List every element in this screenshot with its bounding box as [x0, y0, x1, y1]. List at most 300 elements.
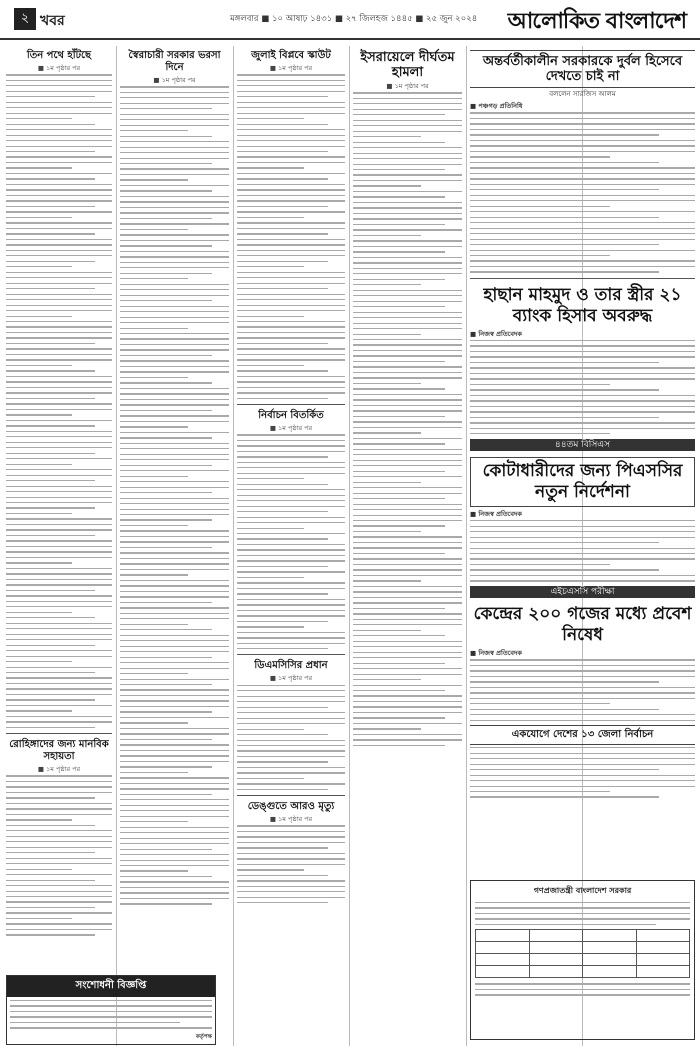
- text-line: [353, 246, 462, 247]
- text-line: [120, 432, 229, 433]
- text-line: [6, 113, 112, 114]
- text-line: [237, 156, 345, 157]
- text-line: [237, 162, 345, 163]
- text-line: [470, 145, 695, 146]
- text-line: [120, 262, 229, 263]
- text-line: [6, 923, 112, 924]
- text-line: [475, 924, 656, 925]
- text-line: [353, 388, 445, 389]
- text-line: [237, 332, 345, 333]
- text-line: [237, 272, 345, 273]
- text-line: [6, 497, 112, 498]
- text-line: [353, 399, 462, 400]
- bcs-label: ৪৪তম বিসিএস: [470, 439, 695, 451]
- july-scout-headline: জুলাই বিপ্লবে স্কাউট: [251, 50, 331, 61]
- text-line: [237, 316, 304, 317]
- text-line: [353, 262, 462, 263]
- text-line: [6, 617, 95, 618]
- text-line: [353, 674, 462, 675]
- text-line: [6, 277, 112, 278]
- text-line: [353, 202, 462, 203]
- text-line: [120, 492, 212, 493]
- text-line: [470, 714, 695, 715]
- text-line: [353, 92, 462, 93]
- text-line: [6, 124, 95, 125]
- text-line: [6, 869, 72, 870]
- column-rule: [116, 46, 117, 1046]
- text-line: [120, 514, 229, 515]
- text-line: [120, 744, 229, 745]
- text-line: [120, 509, 229, 510]
- text-line: [6, 606, 112, 607]
- text-line: [353, 410, 462, 411]
- text-line: [6, 650, 112, 651]
- text-line: [237, 124, 328, 125]
- text-line: [120, 168, 229, 169]
- text-line: [237, 167, 304, 168]
- text-line: [353, 471, 445, 472]
- text-line: [237, 91, 345, 92]
- text-line: [6, 786, 112, 787]
- text-line: [237, 506, 345, 507]
- text-line: [237, 577, 304, 578]
- divider: [237, 404, 345, 405]
- correction-notice: [6, 975, 216, 1045]
- text-line: [353, 174, 462, 175]
- text-line: [237, 745, 345, 746]
- text-line: [120, 783, 229, 784]
- text-line: [353, 553, 445, 554]
- text-line: [120, 415, 229, 416]
- text-line: [120, 799, 229, 800]
- text-line: [470, 271, 659, 272]
- text-line: [470, 698, 695, 699]
- text-line: [6, 299, 112, 300]
- text-line: [6, 403, 112, 404]
- text-line: [353, 531, 421, 532]
- text-line: [120, 618, 229, 619]
- text-line: [353, 196, 445, 197]
- text-line: [353, 476, 462, 477]
- text-line: [6, 502, 112, 503]
- text-line: [6, 233, 95, 234]
- text-line: [237, 283, 345, 284]
- text-line: [6, 540, 112, 541]
- text-line: [237, 690, 345, 691]
- autocratic-headline: স্বৈরাচারী সরকার ভরসা দিনে: [128, 50, 221, 73]
- text-line: [353, 257, 462, 258]
- column-rule: [466, 46, 467, 1046]
- text-line: [470, 140, 695, 141]
- text-line: [353, 383, 421, 384]
- text-line: [120, 679, 229, 680]
- text-line: [237, 522, 345, 523]
- text-line: [353, 454, 462, 455]
- text-line: [120, 284, 229, 285]
- text-line: [353, 558, 462, 559]
- election-headline: নির্বাচন বিতর্কিত: [258, 410, 324, 422]
- text-line: [6, 217, 72, 218]
- text-line: [6, 135, 112, 136]
- text-line: [6, 167, 72, 168]
- text-line: [470, 206, 610, 207]
- text-line: [353, 98, 462, 99]
- text-line: [470, 753, 695, 754]
- text-line: [353, 235, 421, 236]
- text-line: [120, 728, 229, 729]
- text-line: [353, 328, 462, 329]
- text-line: [353, 185, 421, 186]
- text-line: [6, 584, 112, 585]
- text-line: [237, 217, 304, 218]
- text-line: [6, 918, 72, 919]
- text-line: [470, 411, 695, 412]
- text-line: [120, 404, 229, 405]
- text-line: [120, 289, 229, 290]
- text-line: [353, 624, 462, 625]
- text-line: [237, 789, 328, 790]
- text-line: [470, 200, 695, 201]
- text-line: [237, 637, 345, 638]
- text-line: [120, 519, 212, 520]
- text-line: [237, 354, 345, 355]
- text-line: [120, 295, 229, 296]
- text-line: [237, 96, 328, 97]
- text-line: [120, 821, 188, 822]
- text-line: [120, 273, 212, 274]
- text-line: [6, 661, 72, 662]
- text-line: [120, 317, 229, 318]
- text-line: [237, 831, 345, 832]
- text-line: [237, 701, 345, 702]
- text-line: [353, 641, 462, 642]
- text-line: [353, 493, 462, 494]
- dmc-headline: ডিএমসিসির প্রধান: [254, 660, 328, 672]
- text-line: [6, 688, 112, 689]
- text-line: [120, 607, 229, 608]
- text-line: [10, 1005, 212, 1006]
- text-line: [6, 639, 112, 640]
- text-line: [120, 602, 212, 603]
- text-line: [237, 151, 328, 152]
- text-line: [120, 476, 188, 477]
- text-line: [237, 712, 345, 713]
- three-way-continued: ■ ১ম পৃষ্ঠার পর: [37, 64, 81, 72]
- text-line: [353, 416, 445, 417]
- text-line: [6, 912, 112, 913]
- dengue-continued: ■ ১ম পৃষ্ঠার পর: [269, 815, 313, 824]
- text-line: [237, 544, 345, 545]
- text-line: [120, 870, 188, 871]
- text-line: [6, 228, 112, 229]
- text-line: [470, 217, 659, 218]
- text-line: [353, 613, 462, 614]
- text-line: [237, 718, 345, 719]
- text-line: [237, 495, 345, 496]
- text-line: [120, 338, 229, 339]
- text-line: [353, 350, 462, 351]
- text-line: [6, 146, 112, 147]
- text-line: [120, 541, 229, 542]
- text-line: [120, 92, 229, 93]
- text-line: [470, 692, 695, 693]
- text-line: [237, 74, 345, 75]
- text-line: [237, 80, 345, 81]
- text-line: [120, 881, 229, 882]
- text-line: [6, 458, 112, 459]
- text-line: [120, 525, 188, 526]
- text-line: [353, 394, 462, 395]
- text-line: [6, 195, 112, 196]
- text-line: [6, 518, 112, 519]
- text-line: [237, 891, 345, 892]
- text-line: [120, 437, 212, 438]
- text-line: [237, 588, 345, 589]
- text-line: [6, 200, 112, 201]
- text-line: [120, 366, 229, 367]
- text-line: [353, 164, 462, 165]
- july-scout-continued: ■ ১ম পৃষ্ঠার পর: [269, 64, 313, 72]
- text-line: [237, 615, 345, 616]
- text-line: [237, 707, 328, 708]
- text-line: [237, 370, 328, 371]
- text-line: [6, 901, 112, 902]
- text-line: [6, 178, 95, 179]
- text-line: [6, 891, 112, 892]
- text-line: [475, 989, 690, 990]
- text-line: [237, 489, 345, 490]
- text-line: [6, 453, 95, 454]
- quota-body: [470, 520, 695, 582]
- text-line: [6, 841, 112, 842]
- text-line: [6, 321, 112, 322]
- text-line: [237, 294, 345, 295]
- israel-headline: ইসরায়েলে দীর্ঘতম হামলা: [360, 50, 455, 80]
- text-line: [6, 880, 95, 881]
- text-line: [6, 529, 112, 530]
- text-line: [353, 377, 462, 378]
- quota-reporter: ■ নিজস্ব প্রতিবেদক: [470, 509, 522, 518]
- text-line: [353, 734, 462, 735]
- text-line: [120, 443, 229, 444]
- text-line: [353, 652, 462, 653]
- text-line: [470, 537, 695, 538]
- text-line: [120, 349, 229, 350]
- text-line: [120, 668, 229, 669]
- text-line: [470, 340, 695, 341]
- hasan-reporter: ■ নিজস্ব প্রতিবেদক: [470, 329, 522, 338]
- interim-reporter: ■ পঞ্চগড় প্রতিনিধি: [470, 102, 523, 111]
- text-line: [120, 838, 229, 839]
- text-line: [353, 421, 462, 422]
- text-line: [237, 484, 328, 485]
- text-line: [353, 284, 421, 285]
- text-line: [6, 310, 112, 311]
- text-line: [237, 599, 345, 600]
- text-line: [353, 142, 445, 143]
- text-line: [120, 465, 212, 466]
- text-line: [6, 825, 95, 826]
- text-line: [353, 372, 462, 373]
- text-line: [470, 764, 695, 765]
- text-line: [120, 278, 188, 279]
- rohingya-continued: ■ ১ম পৃষ্ঠার পর: [37, 765, 81, 774]
- text-line: [353, 690, 445, 691]
- text-line: [353, 591, 462, 592]
- text-line: [237, 566, 328, 567]
- text-line: [237, 696, 345, 697]
- text-line: [470, 428, 695, 429]
- text-line: [470, 184, 695, 185]
- text-line: [120, 158, 229, 159]
- text-line: [10, 1022, 180, 1023]
- text-line: [120, 333, 229, 334]
- text-line: [120, 240, 229, 241]
- text-line: [237, 189, 345, 190]
- text-line: [120, 569, 229, 570]
- text-line: [6, 162, 112, 163]
- text-line: [120, 574, 188, 575]
- text-line: [6, 118, 72, 119]
- text-line: [120, 695, 229, 696]
- text-line: [470, 433, 610, 434]
- text-line: [6, 858, 112, 859]
- text-line: [237, 288, 328, 289]
- text-line: [6, 102, 112, 103]
- text-line: [6, 808, 112, 809]
- text-line: [353, 745, 445, 746]
- text-line: [6, 85, 112, 86]
- text-line: [120, 223, 229, 224]
- text-line: [6, 283, 112, 284]
- text-line: [120, 234, 229, 235]
- text-line: [353, 663, 445, 664]
- column-4: [353, 46, 462, 1046]
- text-line: [120, 585, 229, 586]
- hsc-label: এইচএসসি পরীক্ষা: [470, 586, 695, 598]
- text-line: [6, 929, 112, 930]
- text-line: [120, 218, 212, 219]
- text-line: [6, 475, 112, 476]
- text-line: [6, 398, 95, 399]
- text-line: [120, 766, 212, 767]
- text-line: [120, 190, 212, 191]
- text-line: [6, 250, 112, 251]
- text-line: [237, 880, 345, 881]
- text-line: [353, 109, 462, 110]
- text-line: [470, 791, 610, 792]
- text-line: [237, 462, 345, 463]
- text-line: [120, 141, 229, 142]
- text-line: [353, 279, 445, 280]
- text-line: [353, 405, 462, 406]
- text-line: [120, 481, 229, 482]
- text-line: [353, 191, 462, 192]
- text-line: [353, 695, 462, 696]
- text-line: [120, 772, 188, 773]
- text-line: [470, 266, 695, 267]
- text-line: [6, 420, 112, 421]
- text-line: [120, 306, 229, 307]
- text-line: [470, 260, 695, 261]
- text-line: [237, 305, 345, 306]
- text-line: [6, 727, 95, 728]
- text-line: [120, 382, 212, 383]
- text-line: [6, 677, 112, 678]
- text-line: [237, 853, 345, 854]
- text-line: [6, 716, 112, 717]
- text-line: [237, 648, 328, 649]
- text-line: [120, 640, 229, 641]
- column-6: [470, 46, 695, 876]
- text-line: [6, 244, 112, 245]
- text-line: [353, 301, 462, 302]
- text-line: [120, 788, 229, 789]
- text-line: [470, 362, 659, 363]
- israel-body-a: [353, 92, 462, 746]
- centres-reporter: ■ নিজস্ব প্রতিবেদক: [470, 649, 522, 658]
- text-line: [470, 356, 695, 357]
- centres-headline: কেন্দ্রের ২০০ গজের মধ্যে প্রবেশ নিষেধ: [473, 604, 692, 646]
- masthead: [0, 0, 700, 40]
- text-line: [237, 129, 345, 130]
- text-line: [470, 123, 695, 124]
- hasan-headline: হাছান মাহমুদ ও তার স্ত্রীর ২১ ব্যাংক হিসাব অবরুদ্ধ: [483, 284, 682, 326]
- text-line: [237, 473, 345, 474]
- text-line: [6, 836, 112, 837]
- text-line: [120, 196, 229, 197]
- text-line: [470, 167, 695, 168]
- text-line: [237, 228, 345, 229]
- text-line: [120, 629, 212, 630]
- text-line: [237, 610, 345, 611]
- text-line: [120, 624, 188, 625]
- text-line: [120, 843, 229, 844]
- text-line: [6, 354, 112, 355]
- text-line: [470, 531, 695, 532]
- text-line: [353, 717, 445, 718]
- text-line: [237, 85, 345, 86]
- text-line: [6, 261, 95, 262]
- text-line: [353, 131, 462, 132]
- text-line: [6, 628, 112, 629]
- text-line: [470, 211, 695, 212]
- text-line: [237, 140, 345, 141]
- page-number: ২: [14, 8, 36, 30]
- text-line: [120, 849, 212, 850]
- text-line: [120, 635, 229, 636]
- text-line: [6, 332, 112, 333]
- text-line: [6, 513, 72, 514]
- text-line: [6, 852, 95, 853]
- text-line: [6, 863, 112, 864]
- text-line: [237, 750, 345, 751]
- dmc-continued: ■ ১ম পৃষ্ঠার পর: [269, 674, 313, 683]
- text-line: [6, 91, 112, 92]
- text-line: [237, 517, 345, 518]
- text-line: [120, 662, 229, 663]
- text-line: [6, 551, 112, 552]
- text-line: [237, 146, 345, 147]
- israel-continued: ■ ১ম পৃষ্ঠার পর: [386, 82, 429, 90]
- text-line: [6, 524, 112, 525]
- text-line: [120, 733, 229, 734]
- text-line: [120, 377, 188, 378]
- text-line: [237, 740, 345, 741]
- text-line: [237, 445, 345, 446]
- text-line: [6, 694, 112, 695]
- divider: [237, 654, 345, 655]
